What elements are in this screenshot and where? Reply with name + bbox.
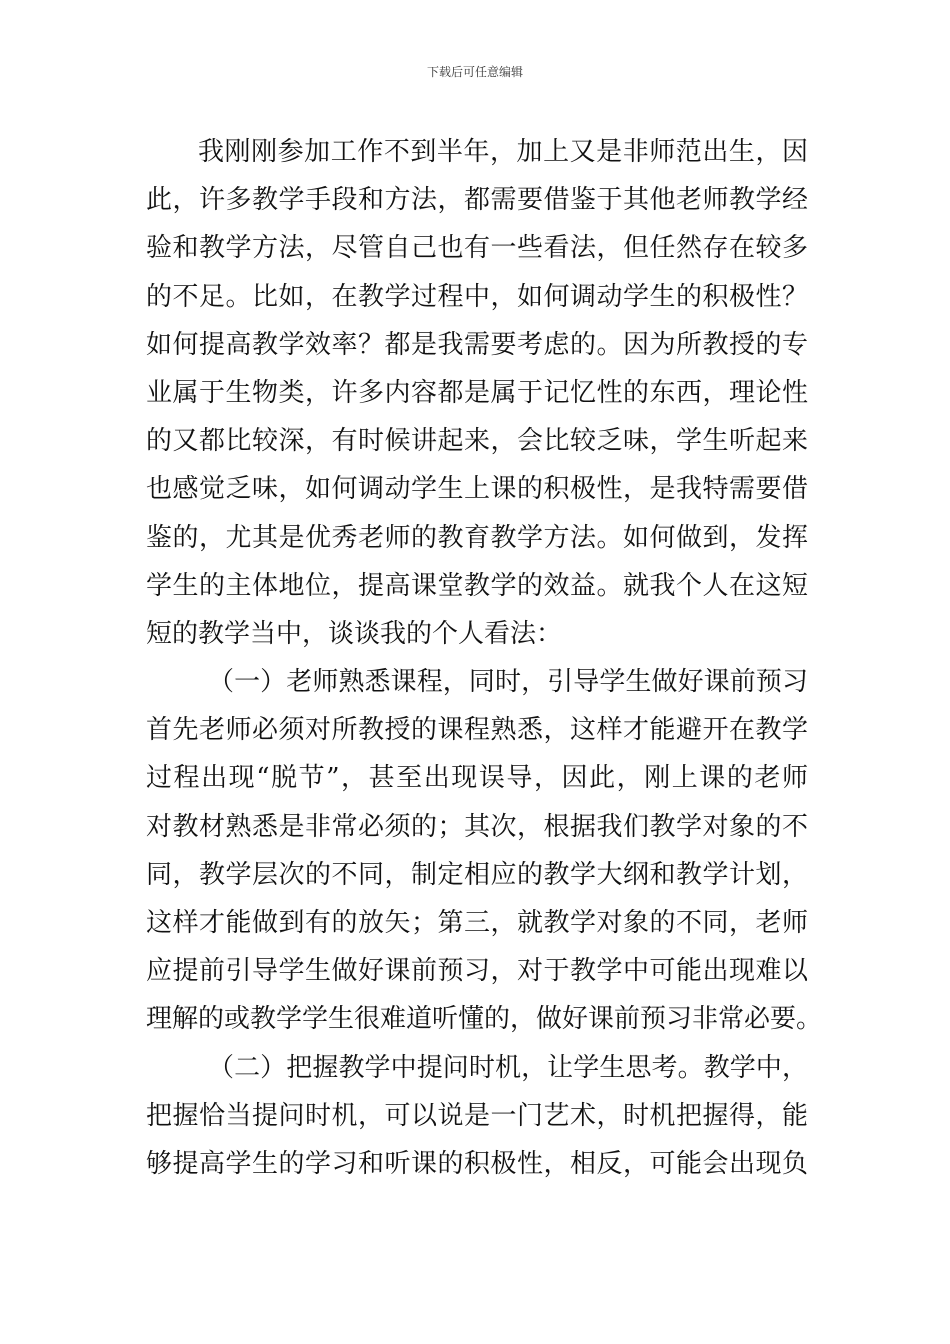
text-line: 的不足。比如，在教学过程中，如何调动学生的积极性？ (146, 281, 808, 312)
page-header: 下载后可任意编辑 (426, 65, 523, 79)
text-line: 学生的主体地位，提高课堂教学的效益。就我个人在这短 (146, 570, 808, 601)
text-line: 同，教学层次的不同，制定相应的教学大纲和教学计划， (146, 859, 808, 890)
text-line: 理解的或教学学生很难道听懂的，做好课前预习非常必要。 (146, 1004, 823, 1035)
text-line: 业属于生物类，许多内容都是属于记忆性的东西，理论性 (146, 377, 808, 408)
text-line: 把握恰当提问时机，可以说是一门艺术，时机把握得，能 (146, 1100, 808, 1131)
text-line: 短的教学当中，谈谈我的个人看法： (146, 618, 563, 649)
text-line: 的又都比较深，有时候讲起来，会比较乏味，学生听起来 (146, 426, 808, 457)
text-line: 应提前引导学生做好课前预习，对于教学中可能出现难以 (146, 956, 808, 987)
text-line: 够提高学生的学习和听课的积极性，相反，可能会出现负 (146, 1148, 808, 1179)
text-line: 也感觉乏味，如何调动学生上课的积极性，是我特需要借 (146, 474, 808, 505)
section-heading-1: （一）老师熟悉课程，同时，引导学生做好课前预习 (208, 667, 808, 698)
text-line: 我刚刚参加工作不到半年，加上又是非师范出生，因 (198, 137, 808, 167)
text-line: 对教材熟悉是非常必须的；其次，根据我们教学对象的不 (146, 811, 808, 842)
text-line: 过程出现“脱节”，甚至出现误导，因此，刚上课的老师 (146, 763, 808, 794)
text-line: 验和教学方法，尽管自己也有一些看法，但任然存在较多 (146, 233, 808, 264)
text-line: 如何提高教学效率？都是我需要考虑的。因为所教授的专 (146, 329, 808, 360)
text-line: 首先老师必须对所教授的课程熟悉，这样才能避开在教学 (146, 715, 808, 746)
text-line: 这样才能做到有的放矢；第三，就教学对象的不同，老师 (146, 908, 808, 938)
document-body (146, 128, 823, 1188)
text-line: 鉴的，尤其是优秀老师的教育教学方法。如何做到，发挥 (146, 522, 808, 553)
text-line: 此，许多教学手段和方法，都需要借鉴于其他老师教学经 (146, 185, 808, 216)
section-heading-2: （二）把握教学中提问时机，让学生思考。教学中， (208, 1052, 808, 1083)
